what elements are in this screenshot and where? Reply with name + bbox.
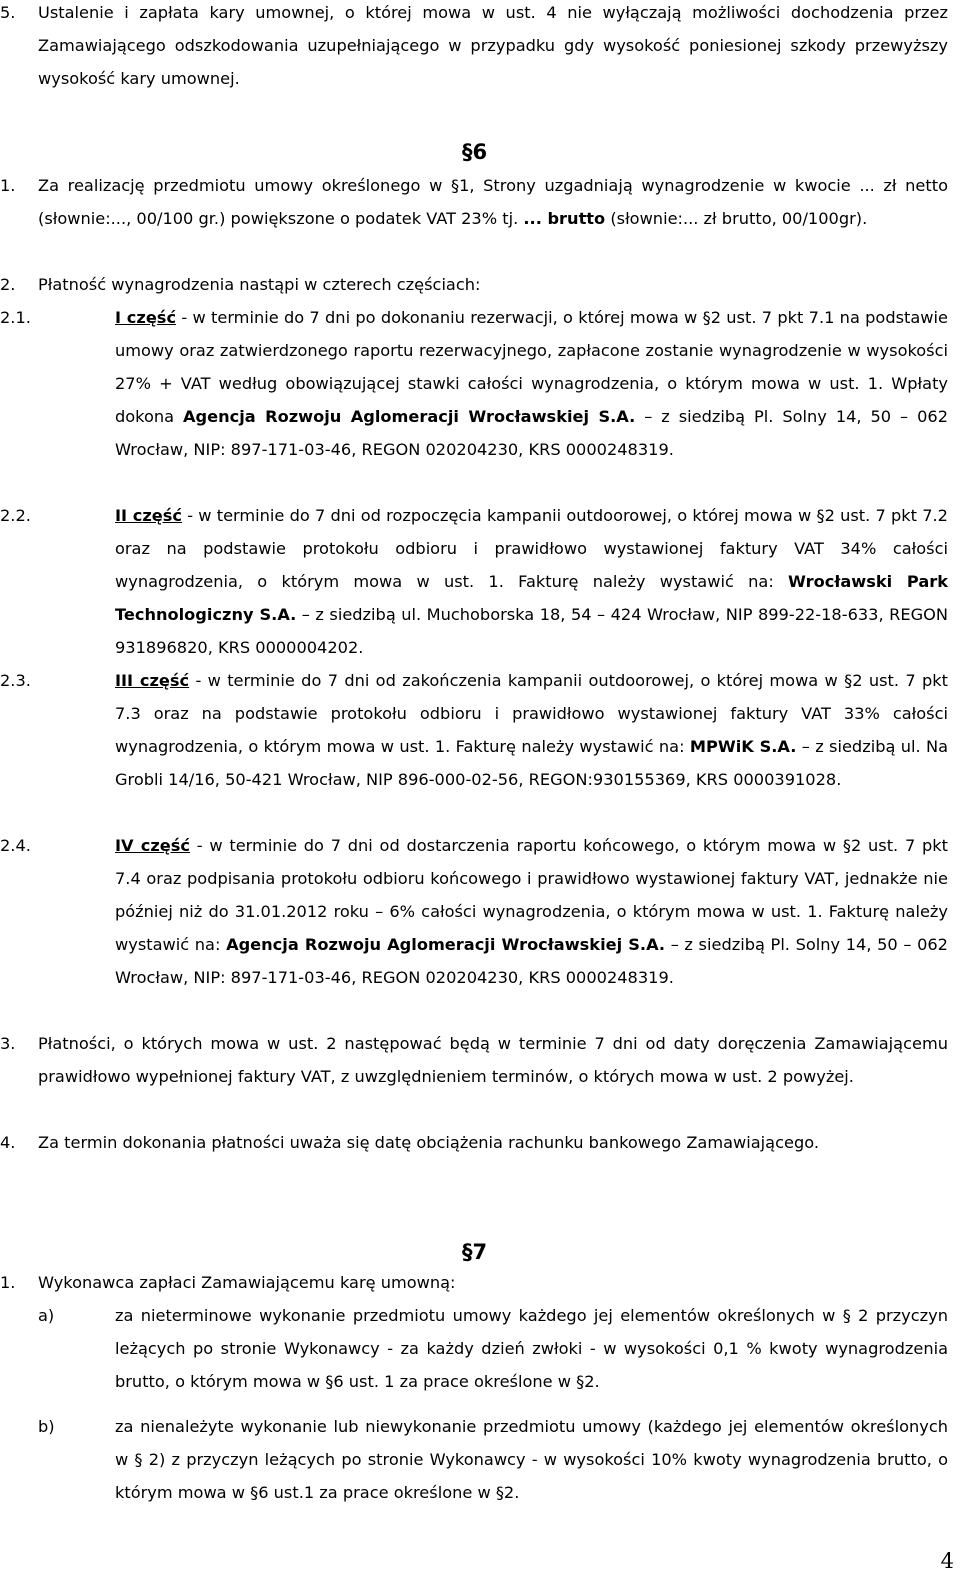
- payment-part-2: [0, 499, 949, 664]
- page-number: 4: [940, 1549, 954, 1573]
- part-number: 2.4.: [0, 836, 31, 855]
- paragraph-text: Wykonawca zapłaci Zamawiającemu karę umowną:: [38, 1273, 456, 1292]
- part-payer: MPWiK S.A.: [689, 737, 797, 756]
- gross-amount-words: (słownie:... zł brutto, 00/100gr).: [605, 209, 868, 228]
- part-number: 2.3.: [0, 671, 31, 690]
- part-payer: Agencja Rozwoju Aglomeracji Wrocławskiej S.A.: [226, 935, 666, 954]
- section-7-heading: §7: [462, 1240, 488, 1264]
- paragraph-5: [0, 0, 948, 95]
- paragraph-text: Ustalenie i zapłata kary umownej, o której mowa w ust. 4 nie wyłączają możliwości dochodzenia przez Zamawiającego odszkodowania uzupełniającego w przypadku gdy wysokość poniesionej szkody przewyższy wysokość kary umownej.: [38, 3, 948, 88]
- paragraph-text: Płatności, o których mowa w ust. 2 następować będą w terminie 7 dni od daty doręczenia Zamawiającemu prawidłowo wypełnionej faktury VAT, z uwzględnieniem terminów, o których mowa w ust. 2 powyżej.: [38, 1034, 948, 1086]
- part-label: I część: [115, 308, 177, 327]
- item-label: b): [38, 1417, 55, 1436]
- part-label: IV część: [115, 836, 191, 855]
- payment-part-3: [0, 664, 949, 796]
- part-payer: Wrocławski Park Technologiczny S.A.: [115, 572, 949, 624]
- item-label: a): [38, 1306, 55, 1325]
- section-7-point-1: [0, 1266, 948, 1299]
- part-address: – z siedzibą Pl. Solny 14, 50 – 062 Wrocław, NIP: 897-171-03-46, REGON 020204230, KRS 0000248319.: [115, 935, 948, 987]
- part-text: - w terminie do 7 dni od rozpoczęcia kampanii outdoorowej, o której mowa w §2 ust. 7 pkt 7.2 oraz na podstawie protokołu odbioru i prawidłowo wystawionej faktury VAT 34% całości wynagrodzenia, o którym mowa w ust. 1. Fakturę należy wystawić na:: [115, 506, 948, 591]
- penalty-item-a: [38, 1299, 948, 1398]
- paragraph-text: Płatność wynagrodzenia nastąpi w czterech częściach:: [38, 275, 481, 294]
- part-address: – z siedzibą ul. Na Grobli 14/16, 50-421 Wrocław, NIP 896-000-02-56, REGON:930155369, KRS 0000391028.: [115, 737, 949, 789]
- part-address: – z siedzibą ul. Muchoborska 18, 54 – 424 Wrocław, NIP 899-22-18-633, REGON 931896820, KRS 0000004202.: [115, 605, 948, 657]
- section-6-point-4: [0, 1126, 948, 1159]
- part-text: - w terminie do 7 dni od zakończenia kampanii outdoorowej, o której mowa w §2 ust. 7 pkt 7.3 oraz na podstawie protokołu odbioru i prawidłowo wystawionej faktury VAT 33% całości wynagrodzenia, o którym mowa w ust. 1. Fakturę należy wystawić na:: [115, 671, 948, 756]
- paragraph-number: 2.: [0, 275, 16, 294]
- section-6-point-1: [0, 169, 948, 235]
- part-text: - w terminie do 7 dni po dokonaniu rezerwacji, o której mowa w §2 ust. 7 pkt 7.1 na podstawie umowy oraz zatwierdzonego raportu rezerwacyjnego, zapłacone zostanie wynagrodzenie w wysokości 27% + VAT według obowiązującej stawki całości wynagrodzenia, o którym mowa w ust. 1. Wpłaty dokona: [115, 308, 949, 426]
- gross-amount: ... brutto: [523, 209, 606, 228]
- paragraph-number: 3.: [0, 1034, 16, 1053]
- paragraph-number: 4.: [0, 1133, 16, 1152]
- item-text: za nieterminowe wykonanie przedmiotu umowy każdego jej elementów określonych w § 2 przyczyn leżących po stronie Wykonawcy - za każdy dzień zwłoki - w wysokości 0,1 % kwoty wynagrodzenia brutto, o którym mowa w §6 ust. 1 za prace określone w §2.: [115, 1306, 948, 1391]
- paragraph-number: 1.: [0, 176, 16, 195]
- part-number: 2.2.: [0, 506, 31, 525]
- paragraph-number: 5.: [0, 3, 16, 22]
- payment-part-1: [0, 301, 949, 466]
- part-address: – z siedzibą Pl. Solny 14, 50 – 062 Wrocław, NIP: 897-171-03-46, REGON 020204230, KRS 0000248319.: [115, 407, 948, 459]
- item-text: za nienależyte wykonanie lub niewykonanie przedmiotu umowy (każdego jej elementów określonych w § 2) z przyczyn leżących po stronie Wykonawcy - w wysokości 10% kwoty wynagrodzenia brutto, o którym mowa w §6 ust.1 za prace określone w §2.: [115, 1417, 948, 1502]
- paragraph-text: Za termin dokonania płatności uważa się datę obciążenia rachunku bankowego Zamawiającego.: [38, 1133, 819, 1152]
- part-text: - w terminie do 7 dni od dostarczenia raportu końcowego, o którym mowa w §2 ust. 7 pkt 7.4 oraz podpisania protokołu odbioru końcowego i prawidłowo wystawionej faktury VAT, jednakże nie później niż do 31.01.2012 roku – 6% całości wynagrodzenia, o którym mowa w ust. 1. Fakturę należy wystawić na:: [115, 836, 948, 954]
- part-label: III część: [115, 671, 190, 690]
- part-payer: Agencja Rozwoju Aglomeracji Wrocławskiej S.A.: [183, 407, 636, 426]
- part-label: II część: [115, 506, 182, 525]
- payment-part-4: [0, 829, 948, 994]
- paragraph-number: 1.: [0, 1273, 16, 1292]
- penalty-item-b: [38, 1410, 948, 1509]
- remuneration-net-text: ... zł netto (słownie:..., 00/100 gr.) powiększone o podatek VAT 23% tj.: [38, 176, 948, 228]
- section-6-point-2: [0, 268, 948, 301]
- part-number: 2.1.: [0, 308, 31, 327]
- section-6-heading: §6: [462, 140, 488, 164]
- remuneration-text: Za realizację przedmiotu umowy określonego w §1, Strony uzgadniają wynagrodzenie w kwocie: [38, 176, 860, 195]
- section-6-point-3: [0, 1027, 948, 1093]
